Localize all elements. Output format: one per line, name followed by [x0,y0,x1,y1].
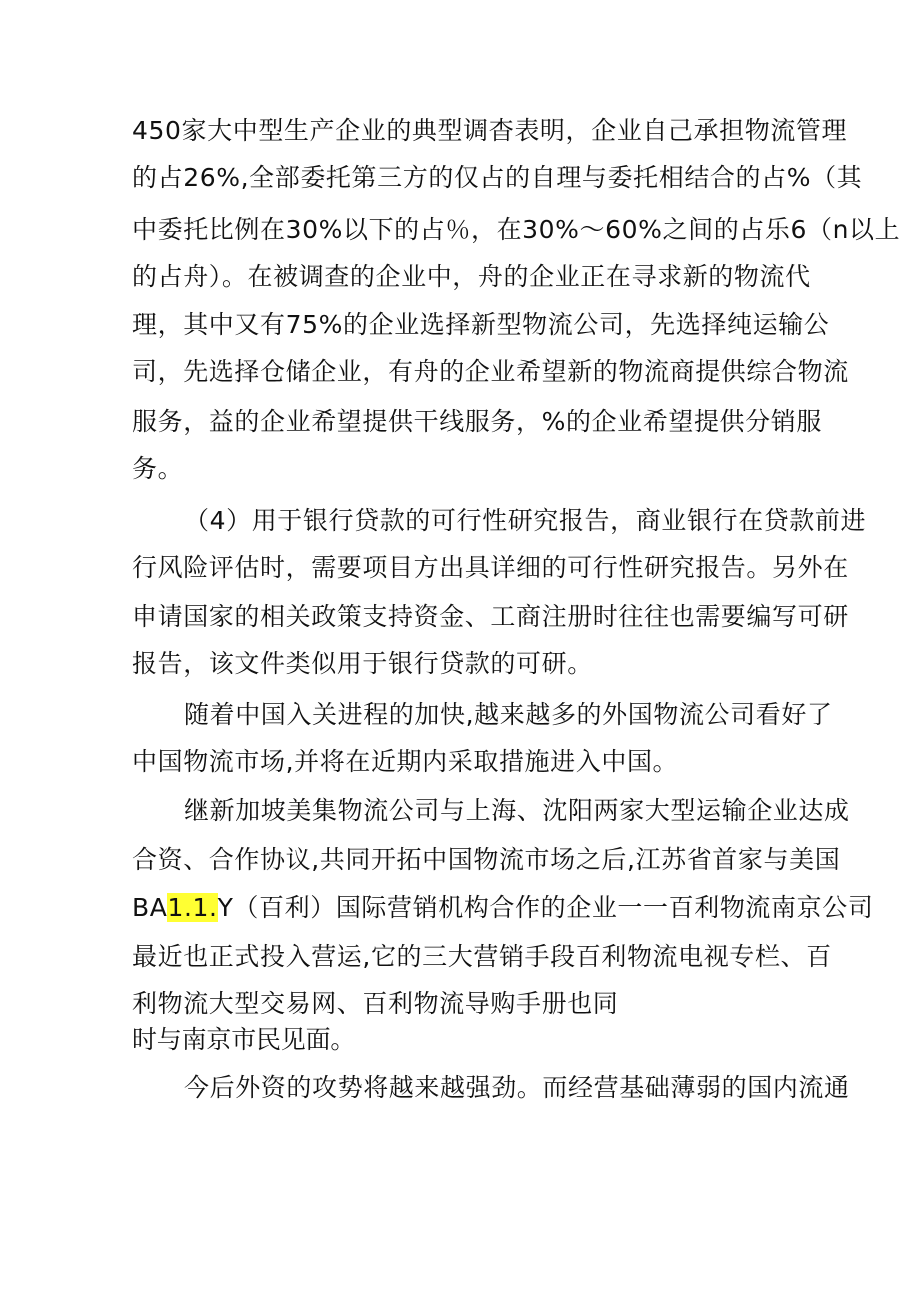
text-line: 务。 [132,454,184,483]
text-segment: Y（百利）国际营销机构合作的企业一一百利物流南京公司 [217,893,874,922]
text-line: 利物流大型交易网、百利物流导购手册也同 [132,989,619,1018]
text-line: 行风险评估时，需要项目方出具详细的可行性研究报告。另外在 [132,553,849,582]
text-line: 的占舟）。在被调查的企业中，舟的企业正在寻求新的物流代 [132,262,811,291]
text-line: 中国物流市场,并将在近期内采取措施进入中国。 [132,747,679,776]
text-line: 最近也正式投入营运,它的三大营销手段百利物流电视专栏、百 [132,942,832,971]
text-line: 今后外资的攻势将越来越强劲。而经营基础薄弱的国内流通 [184,1073,850,1102]
text-line: 申请国家的相关政策支持资金、工商注册时往往也需要编写可研 [132,602,849,631]
text-line: 理，其中又有75%的企业选择新型物流公司，先选择纯运输公 [132,310,830,339]
text-line: 报告，该文件类似用于银行贷款的可研。 [132,649,593,678]
text-line: 服务，益的企业希望提供干线服务，%的企业希望提供分销服 [132,407,822,436]
text-line: 随着中国入关进程的加快,越来越多的外国物流公司看好了 [184,700,833,729]
text-line: 的占26%,全部委托第三方的仅占的自理与委托相结合的占%（其 [132,163,863,192]
text-line: 中委托比例在30%以下的占％，在30%〜60%之间的占乐6（n以上 [132,215,901,244]
text-segment: BA [132,893,168,922]
text-line: 继新加坡美集物流公司与上海、沈阳两家大型运输企业达成 [184,796,850,825]
highlighted-text: 1.1. [167,893,218,922]
text-line: 司，先选择仓储企业，有舟的企业希望新的物流商提供综合物流 [132,357,849,386]
text-line [132,890,873,926]
text-line: 合资、合作协议,共同开拓中国物流市场之后,江苏省首家与美国 [132,845,841,874]
text-line: 时与南京市民见面。 [132,1025,356,1054]
text-line: （4）用于银行贷款的可行性研究报告，商业银行在贷款前进 [184,506,867,535]
text-line: 450家大中型生产企业的典型调杳表明，企业自己承担物流管理 [132,116,848,145]
